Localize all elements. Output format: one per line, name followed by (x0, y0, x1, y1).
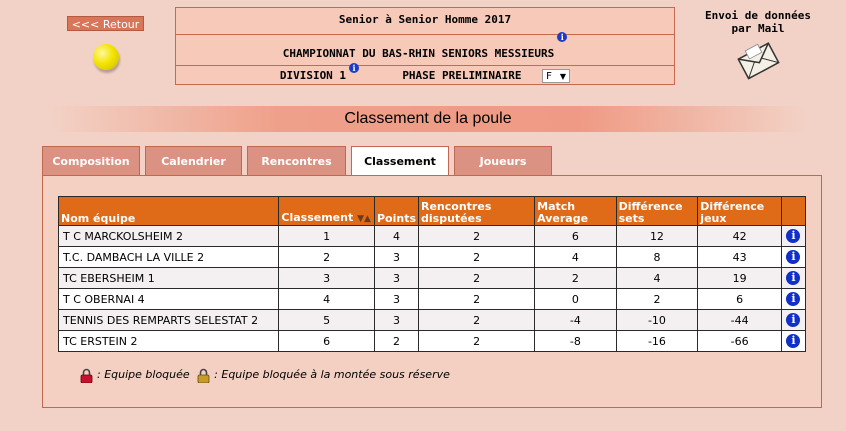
team-info-icon[interactable]: i (786, 313, 800, 327)
column-header-info (781, 197, 805, 226)
rank-cell: 6 (279, 331, 375, 352)
column-header-points[interactable]: Points (374, 197, 418, 226)
sets-diff-cell: -16 (616, 331, 698, 352)
tab-calendrier[interactable]: Calendrier (145, 146, 242, 175)
match-average-cell: 2 (535, 268, 616, 289)
team-name-cell: T C OBERNAI 4 (59, 289, 279, 310)
played-cell: 2 (419, 268, 535, 289)
match-average-cell: -4 (535, 310, 616, 331)
match-average-cell: 6 (535, 226, 616, 247)
table-header-row (59, 197, 806, 226)
table-row (59, 247, 806, 268)
championship-row (176, 34, 674, 66)
ranking-table (58, 196, 806, 352)
championship-name: CHAMPIONNAT DU BAS-RHIN SENIORS MESSIEURS (282, 47, 555, 60)
team-name-cell: T.C. DAMBACH LA VILLE 2 (59, 247, 279, 268)
tennis-ball-icon (93, 44, 119, 70)
team-name-cell: TC ERSTEIN 2 (59, 331, 279, 352)
team-info-icon[interactable]: i (786, 334, 800, 348)
row-info-cell (781, 226, 805, 247)
sets-diff-cell: 2 (616, 289, 698, 310)
table-row (59, 310, 806, 331)
competition-title: Senior à Senior Homme 2017 (176, 8, 674, 35)
rank-cell: 5 (279, 310, 375, 331)
team-info-icon[interactable]: i (786, 229, 800, 243)
played-cell: 2 (419, 247, 535, 268)
mail-export-line2: par Mail (731, 22, 785, 35)
legend (80, 367, 450, 383)
sort-arrows-icon[interactable]: ▼▲ (357, 214, 371, 224)
sets-diff-cell: 12 (616, 226, 698, 247)
row-info-cell (781, 268, 805, 289)
division-row (176, 65, 674, 86)
games-diff-cell: -66 (698, 331, 782, 352)
row-info-cell (781, 310, 805, 331)
games-diff-cell: -44 (698, 310, 782, 331)
sets-diff-cell: 4 (616, 268, 698, 289)
points-cell: 2 (374, 331, 418, 352)
points-cell: 3 (374, 247, 418, 268)
tab-rencontres[interactable]: Rencontres (247, 146, 346, 175)
tab-classement[interactable]: Classement (351, 146, 449, 176)
column-header-team[interactable]: Nom équipe (59, 197, 279, 226)
points-cell: 3 (374, 310, 418, 331)
phase-label: PHASE PRELIMINAIRE (402, 69, 522, 82)
points-cell: 3 (374, 289, 418, 310)
legend-blocked-up-text: : Equipe bloquée à la montée sous réserve (214, 368, 450, 381)
match-average-cell: 0 (535, 289, 616, 310)
match-average-cell: -8 (535, 331, 616, 352)
rank-cell: 1 (279, 226, 375, 247)
competition-header (175, 7, 675, 85)
column-header-games-diff[interactable] (698, 197, 782, 226)
played-cell: 2 (419, 289, 535, 310)
lock-gold-icon (197, 368, 210, 383)
division-name: DIVISION 1 (279, 69, 347, 82)
team-info-icon[interactable]: i (786, 292, 800, 306)
tab-composition[interactable]: Composition (42, 146, 140, 175)
sets-diff-cell: 8 (616, 247, 698, 268)
played-cell: 2 (419, 226, 535, 247)
points-cell: 3 (374, 268, 418, 289)
rank-cell: 3 (279, 268, 375, 289)
team-info-icon[interactable]: i (786, 250, 800, 264)
match-average-cell: 4 (535, 247, 616, 268)
sets-header-line2: sets (618, 212, 645, 225)
games-header-line2: jeux (700, 212, 727, 225)
games-diff-cell: 43 (698, 247, 782, 268)
sets-header-line1: Différence (618, 200, 683, 213)
games-diff-cell: 6 (698, 289, 782, 310)
games-diff-cell: 19 (698, 268, 782, 289)
match-header-line1: Match (537, 200, 576, 213)
mail-export-title[interactable] (697, 9, 819, 35)
row-info-cell (781, 247, 805, 268)
played-cell: 2 (419, 331, 535, 352)
column-header-sets-diff[interactable] (616, 197, 698, 226)
played-header-line2: disputées (421, 212, 482, 225)
mail-export-line1: Envoi de données (705, 9, 811, 22)
legend-blocked-text: : Equipe bloquée (97, 368, 190, 381)
phase-select[interactable] (542, 69, 570, 83)
games-diff-cell: 42 (698, 226, 782, 247)
phase-select-value: F (546, 71, 552, 82)
sets-diff-cell: -10 (616, 310, 698, 331)
rank-cell: 2 (279, 247, 375, 268)
table-row (59, 268, 806, 289)
back-button[interactable]: <<< Retour (67, 16, 144, 31)
column-header-match-average[interactable] (535, 197, 616, 226)
table-row (59, 226, 806, 247)
rank-cell: 4 (279, 289, 375, 310)
team-info-icon[interactable]: i (786, 271, 800, 285)
table-row (59, 331, 806, 352)
chevron-down-icon: ▼ (559, 72, 567, 81)
section-title: Classement de la poule (50, 106, 806, 132)
games-header-line1: Différence (700, 200, 765, 213)
match-header-line2: Average (537, 212, 589, 225)
points-cell: 4 (374, 226, 418, 247)
played-header-line1: Rencontres (421, 200, 492, 213)
championship-info-icon[interactable]: i (557, 32, 567, 42)
team-name-cell: TC EBERSHEIM 1 (59, 268, 279, 289)
row-info-cell (781, 289, 805, 310)
column-header-played[interactable] (419, 197, 535, 226)
column-header-rank[interactable] (279, 197, 375, 226)
team-name-cell: T C MARCKOLSHEIM 2 (59, 226, 279, 247)
lock-red-icon (80, 368, 93, 383)
division-info-icon[interactable]: i (349, 63, 359, 73)
table-row (59, 289, 806, 310)
tab-joueurs[interactable]: Joueurs (454, 146, 552, 175)
mail-envelope-icon[interactable] (736, 38, 780, 82)
team-name-cell: TENNIS DES REMPARTS SELESTAT 2 (59, 310, 279, 331)
played-cell: 2 (419, 310, 535, 331)
column-header-rank-label: Classement (281, 211, 354, 224)
row-info-cell (781, 331, 805, 352)
